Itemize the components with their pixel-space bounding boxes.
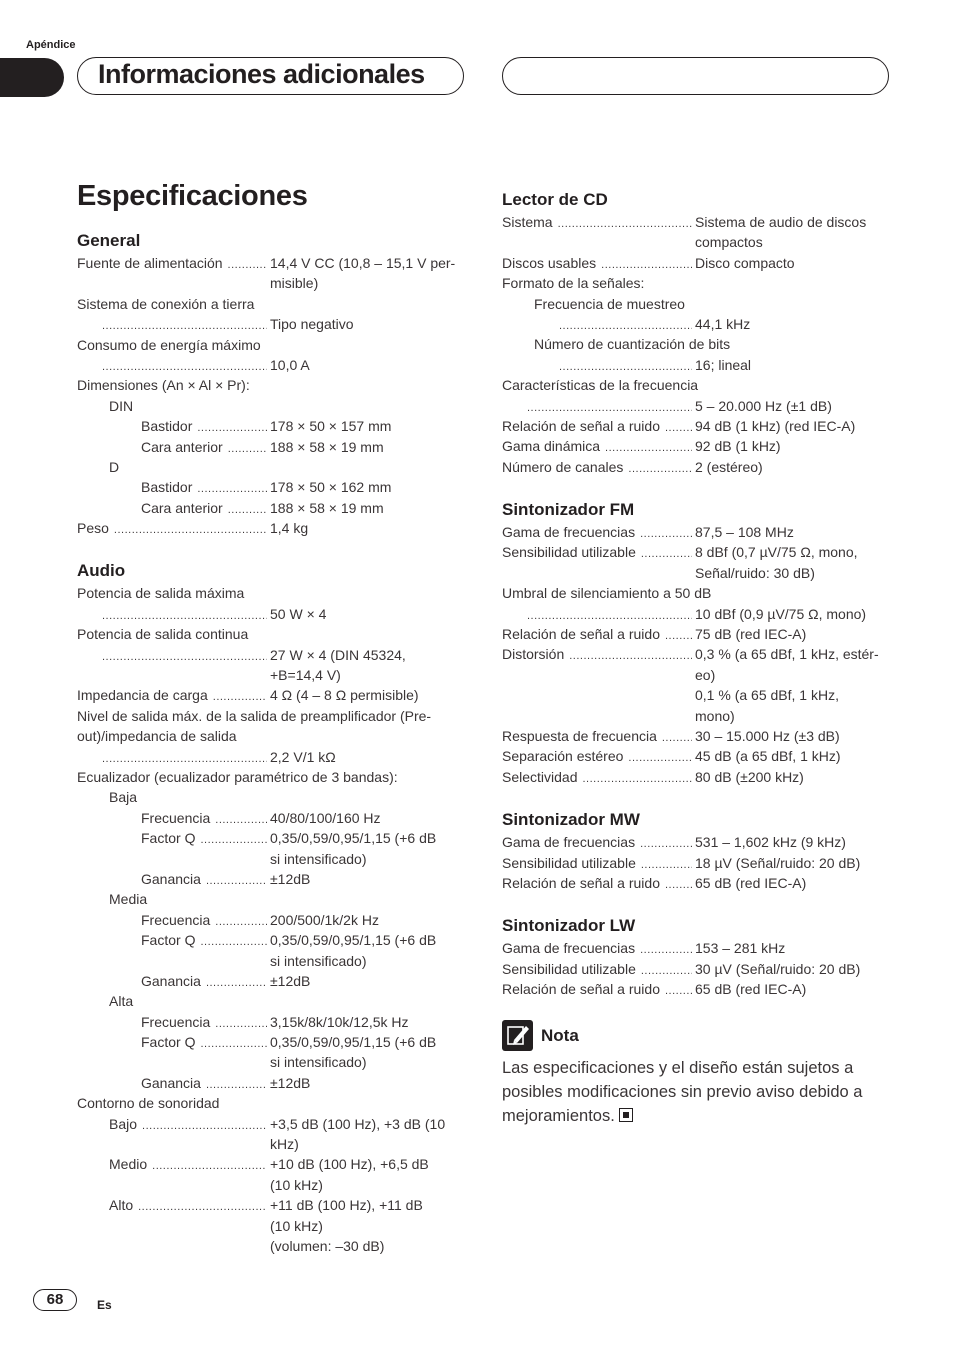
spec-row: [77, 518, 472, 538]
spec-row: [502, 832, 897, 852]
spec-value: +B=14,4 V): [270, 667, 341, 684]
spec-label: Baja: [109, 787, 140, 807]
spec-row: [77, 971, 472, 991]
leader-dots: [665, 416, 692, 438]
header-blank-frame: [502, 57, 889, 95]
spec-label: Frecuencia: [141, 808, 213, 828]
spec-row: [502, 522, 897, 542]
spec-value: (10 kHz): [270, 1217, 323, 1234]
spec-value: 188 × 58 × 19 mm: [270, 499, 384, 516]
section-label: Apéndice: [26, 39, 76, 51]
spec-row: [77, 951, 472, 971]
leader-dots: [228, 437, 267, 459]
spec-label: DIN: [109, 396, 136, 416]
spec-value: 178 × 50 × 157 mm: [270, 418, 392, 435]
spec-row: [502, 436, 897, 456]
spec-label: Contorno de sonoridad: [77, 1093, 222, 1113]
spec-label: Sensibilidad utilizable: [502, 853, 639, 873]
leader-dots: [114, 518, 267, 540]
spec-value: (10 kHz): [270, 1176, 323, 1193]
spec-value: 10,0 A: [270, 356, 310, 373]
spec-row: [77, 375, 472, 395]
spec-value: si intensificado): [270, 850, 367, 867]
section-gap: [502, 787, 897, 808]
spec-value: 44,1 kHz: [695, 315, 751, 332]
leader-dots: [641, 959, 692, 981]
spec-row: [77, 437, 472, 457]
spec-row: [77, 273, 472, 293]
spec-row: [77, 253, 472, 273]
spec-label: Ganancia: [141, 869, 204, 889]
leader-dots: [583, 767, 693, 789]
spec-value: kHz): [270, 1136, 299, 1153]
spec-label: Bastidor: [141, 416, 195, 436]
spec-row: [502, 416, 897, 436]
leader-dots: [102, 747, 267, 769]
spec-value: Sistema de audio de discos: [695, 214, 867, 230]
leader-dots: [213, 685, 267, 707]
spec-row: [77, 910, 472, 930]
spec-row: [77, 335, 472, 355]
leader-dots: [206, 971, 267, 993]
leader-dots: [102, 645, 267, 667]
note-body: Las especificaciones y el diseño están sujetos a posibles modificaciones sin previo aviso debido a mejoramientos.: [502, 1058, 863, 1125]
leader-dots: [206, 869, 267, 891]
spec-row: [502, 212, 897, 232]
spec-row: [502, 355, 897, 375]
spec-label: Formato de la señales:: [502, 273, 647, 293]
leader-dots: [628, 457, 692, 479]
leader-dots: [665, 873, 692, 895]
spec-row: [77, 624, 472, 644]
leader-dots: [527, 604, 692, 626]
spec-label: Peso: [77, 518, 112, 538]
spec-value: 178 × 50 × 162 mm: [270, 479, 392, 496]
leader-dots: [102, 314, 267, 336]
spec-row: [77, 767, 472, 787]
spec-row: [77, 787, 472, 807]
spec-label: Umbral de silenciamiento a 50 dB: [502, 583, 714, 603]
spec-value: 2,2 V/1 kΩ: [270, 748, 336, 765]
spec-row: [77, 685, 472, 705]
spec-label: Bastidor: [141, 477, 195, 497]
spec-row: [77, 665, 472, 685]
spec-label: Gama de frecuencias: [502, 522, 638, 542]
spec-value: 10 dBf (0,9 µV/75 Ω, mono): [695, 605, 867, 622]
section-gap: [502, 477, 897, 498]
spec-value: (volumen: –30 dB): [270, 1237, 385, 1254]
spec-value: 1,4 kg: [270, 520, 309, 537]
spec-label: Sensibilidad utilizable: [502, 959, 639, 979]
spec-row: [502, 563, 897, 583]
leader-dots: [197, 477, 267, 499]
spec-label: Impedancia de carga: [77, 685, 211, 705]
note-text: [502, 1056, 897, 1128]
spec-value: 94 dB (1 kHz) (red IEC-A): [695, 417, 856, 434]
spec-value: 4 Ω (4 – 8 Ω permisible): [270, 687, 419, 704]
leader-dots: [559, 314, 692, 336]
spec-label: Ganancia: [141, 1073, 204, 1093]
spec-row: [502, 959, 897, 979]
spec-value: 2 (estéreo): [695, 458, 763, 475]
right-column: [502, 188, 897, 1128]
leader-dots: [200, 1032, 267, 1054]
spec-value: ±12dB: [270, 972, 311, 989]
spec-value: 5 – 20.000 Hz (±1 dB): [695, 397, 832, 414]
spec-row: [77, 930, 472, 950]
leader-dots: [215, 808, 267, 830]
spec-value: Disco compacto: [695, 254, 795, 271]
spec-label: Características de la frecuencia: [502, 375, 701, 395]
spec-value: 0,35/0,59/0,95/1,15 (+6 dB: [270, 932, 437, 949]
spec-row: [77, 828, 472, 848]
end-mark-icon: [619, 1108, 633, 1122]
spec-section-heading: Sintonizador FM: [502, 500, 635, 520]
spec-label: Selectividad: [502, 767, 581, 787]
leader-dots: [569, 644, 692, 666]
spec-value: 30 – 15.000 Hz (±3 dB): [695, 727, 840, 744]
spec-value: 87,5 – 108 MHz: [695, 524, 794, 541]
spec-row: [77, 416, 472, 436]
spec-label: Número de canales: [502, 457, 626, 477]
spec-row: [502, 726, 897, 746]
spec-value: ±12dB: [270, 870, 311, 887]
spec-row: [502, 853, 897, 873]
spec-value: 65 dB (red IEC-A): [695, 981, 807, 998]
spec-value: 92 dB (1 kHz): [695, 438, 781, 455]
spec-value: misible): [270, 275, 319, 292]
spec-row: [502, 314, 897, 334]
spec-value: ±12dB: [270, 1074, 311, 1091]
spec-label: Separación estéreo: [502, 746, 626, 766]
spec-row: [502, 706, 897, 726]
section-tab-marker: [0, 58, 64, 97]
spec-value: 0,35/0,59/0,95/1,15 (+6 dB: [270, 830, 437, 847]
spec-row: [77, 1195, 472, 1215]
pencil-note-icon: [502, 1020, 533, 1051]
spec-value: 30 µV (Señal/ruido: 20 dB): [695, 960, 861, 977]
left-column: [77, 229, 472, 1256]
spec-row: [77, 1154, 472, 1174]
spec-label: Gama dinámica: [502, 436, 603, 456]
spec-value: si intensificado): [270, 952, 367, 969]
spec-row: [77, 314, 472, 334]
spec-row: [502, 232, 897, 252]
spec-row: [502, 873, 897, 893]
spec-value: 16; lineal: [695, 356, 752, 373]
leader-dots: [640, 938, 692, 960]
leader-dots: [641, 542, 692, 564]
spec-row: [502, 624, 897, 644]
spec-row: [77, 1216, 472, 1236]
spec-value: mono): [695, 707, 735, 724]
note-label: Nota: [541, 1025, 579, 1045]
spec-value: 188 × 58 × 19 mm: [270, 438, 384, 455]
spec-value: 80 dB (±200 kHz): [695, 768, 804, 785]
spec-value: 0,1 % (a 65 dBf, 1 kHz,: [695, 687, 839, 704]
spec-label: Relación de señal a ruido: [502, 979, 663, 999]
spec-label: Potencia de salida máxima: [77, 583, 247, 603]
spec-value: compactos: [695, 234, 763, 251]
spec-label: Relación de señal a ruido: [502, 873, 663, 893]
leader-dots: [662, 726, 692, 748]
spec-row: [77, 294, 472, 314]
leader-dots: [559, 355, 692, 377]
spec-row: [77, 645, 472, 665]
spec-row: [77, 1134, 472, 1154]
section-gap: [77, 538, 472, 559]
page-title: Especificaciones: [77, 180, 308, 212]
spec-row: [502, 979, 897, 999]
spec-row: [502, 542, 897, 562]
spec-label: Ganancia: [141, 971, 204, 991]
section-gap: [502, 893, 897, 914]
spec-row: [502, 604, 897, 624]
spec-label: Cara anterior: [141, 437, 226, 457]
spec-label: Factor Q: [141, 1032, 198, 1052]
leader-dots: [215, 910, 267, 932]
spec-label: Frecuencia: [141, 1012, 213, 1032]
spec-row: [77, 1175, 472, 1195]
spec-section-heading: General: [77, 231, 141, 250]
leader-dots: [228, 253, 267, 275]
spec-label: Dimensiones (An × Al × Pr):: [77, 375, 253, 395]
spec-row: [77, 583, 472, 603]
spec-row: [502, 938, 897, 958]
spec-row: [77, 726, 472, 746]
spec-row: [502, 294, 897, 314]
spec-label: Gama de frecuencias: [502, 938, 638, 958]
leader-dots: [138, 1195, 267, 1217]
spec-value: 531 – 1,602 kHz (9 kHz): [695, 834, 846, 851]
leader-dots: [152, 1154, 267, 1176]
spec-label: Consumo de energía máximo: [77, 335, 264, 355]
spec-label: Alta: [109, 991, 136, 1011]
leader-dots: [200, 828, 267, 850]
spec-label: Discos usables: [502, 253, 599, 273]
spec-label: Cara anterior: [141, 498, 226, 518]
leader-dots: [605, 436, 692, 458]
header-title-frame: [77, 57, 464, 95]
spec-value: +11 dB (100 Hz), +11 dB: [270, 1197, 423, 1214]
spec-row: [502, 644, 897, 664]
spec-row: [502, 396, 897, 416]
spec-value: 27 W × 4 (DIN 45324,: [270, 646, 406, 663]
spec-value: eo): [695, 666, 716, 683]
language-code: Es: [97, 1298, 112, 1312]
spec-row: [77, 1032, 472, 1052]
spec-value: 0,35/0,59/0,95/1,15 (+6 dB: [270, 1034, 437, 1051]
spec-row: [77, 747, 472, 767]
spec-row: [77, 849, 472, 869]
spec-row: [502, 334, 897, 354]
spec-value: Señal/ruido: 30 dB): [695, 564, 815, 581]
spec-row: [77, 355, 472, 375]
spec-value: 153 – 281 kHz: [695, 940, 786, 957]
spec-row: [77, 498, 472, 518]
spec-row: [77, 808, 472, 828]
spec-label: Distorsión: [502, 644, 567, 664]
spec-section-heading: Lector de CD: [502, 190, 608, 209]
spec-row: [77, 991, 472, 1011]
spec-row: [502, 767, 897, 787]
spec-label: Sistema: [502, 212, 556, 232]
spec-row: [77, 1114, 472, 1134]
spec-row: [77, 477, 472, 497]
spec-label: Factor Q: [141, 828, 198, 848]
spec-row: [502, 253, 897, 273]
spec-label: Factor Q: [141, 930, 198, 950]
spec-value: si intensificado): [270, 1054, 367, 1071]
leader-dots: [641, 853, 692, 875]
spec-section-heading: Audio: [77, 561, 126, 581]
leader-dots: [558, 212, 692, 234]
leader-dots: [640, 832, 692, 854]
header-title: Informaciones adicionales: [98, 59, 425, 89]
spec-label: Relación de señal a ruido: [502, 624, 663, 644]
page-number: 68: [33, 1289, 77, 1311]
spec-value: +3,5 dB (100 Hz), +3 dB (10: [270, 1115, 446, 1132]
spec-label: Medio: [109, 1154, 150, 1174]
spec-label: Nivel de salida máx. de la salida de preamplificador (Pre-: [77, 706, 434, 726]
spec-section-heading: Sintonizador MW: [502, 810, 640, 830]
spec-label: out)/impedancia de salida: [77, 726, 240, 746]
spec-row: [77, 706, 472, 726]
spec-label: Bajo: [109, 1114, 140, 1134]
leader-dots: [665, 624, 692, 646]
spec-row: [77, 1093, 472, 1113]
leader-dots: [665, 979, 692, 1001]
spec-value: 3,15k/8k/10k/12,5k Hz: [270, 1013, 409, 1030]
spec-label: Media: [109, 889, 150, 909]
spec-value: +10 dB (100 Hz), +6,5 dB: [270, 1156, 429, 1173]
spec-label: Relación de señal a ruido: [502, 416, 663, 436]
leader-dots: [601, 253, 692, 275]
spec-value: 50 W × 4: [270, 605, 327, 622]
spec-row: [77, 869, 472, 889]
leader-dots: [102, 355, 267, 377]
spec-label: Sensibilidad utilizable: [502, 542, 639, 562]
spec-row: [77, 1012, 472, 1032]
spec-row: [502, 457, 897, 477]
spec-row: [502, 665, 897, 685]
spec-label: Alto: [109, 1195, 136, 1215]
spec-section-heading: Sintonizador LW: [502, 916, 636, 936]
spec-value: 0,3 % (a 65 dBf, 1 kHz, estér-: [695, 646, 879, 663]
spec-value: 45 dB (a 65 dBf, 1 kHz): [695, 748, 841, 765]
spec-row: [502, 375, 897, 395]
note-header: [502, 1018, 897, 1054]
spec-label: Número de cuantización de bits: [534, 334, 733, 354]
spec-row: [502, 746, 897, 766]
spec-label: Potencia de salida continua: [77, 624, 251, 644]
leader-dots: [640, 522, 692, 544]
spec-value: 40/80/100/160 Hz: [270, 809, 381, 826]
spec-label: Frecuencia: [141, 910, 213, 930]
spec-row: [77, 457, 472, 477]
spec-row: [502, 273, 897, 293]
leader-dots: [200, 930, 267, 952]
spec-value: 75 dB (red IEC-A): [695, 626, 807, 643]
leader-dots: [527, 396, 692, 418]
spec-row: [77, 396, 472, 416]
spec-row: [77, 1052, 472, 1072]
spec-value: 200/500/1k/2k Hz: [270, 911, 379, 928]
spec-row: [502, 685, 897, 705]
spec-value: 65 dB (red IEC-A): [695, 874, 807, 891]
leader-dots: [206, 1073, 267, 1095]
spec-value: 14,4 V CC (10,8 – 15,1 V per-: [270, 255, 456, 271]
spec-label: Frecuencia de muestreo: [534, 294, 688, 314]
spec-label: Sistema de conexión a tierra: [77, 294, 257, 314]
spec-row: [502, 583, 897, 603]
spec-value: 8 dBf (0,7 µV/75 Ω, mono,: [695, 544, 858, 561]
spec-label: D: [109, 457, 122, 477]
spec-row: [77, 1073, 472, 1093]
leader-dots: [102, 604, 267, 626]
leader-dots: [197, 416, 267, 438]
leader-dots: [228, 498, 267, 520]
leader-dots: [628, 746, 692, 768]
spec-row: [77, 889, 472, 909]
spec-value: Tipo negativo: [270, 316, 354, 333]
spec-label: Fuente de alimentación: [77, 253, 226, 273]
spec-label: Respuesta de frecuencia: [502, 726, 660, 746]
spec-row: [77, 604, 472, 624]
leader-dots: [215, 1012, 267, 1034]
leader-dots: [142, 1114, 267, 1136]
spec-label: Ecualizador (ecualizador paramétrico de 3 bandas):: [77, 767, 401, 787]
spec-value: 18 µV (Señal/ruido: 20 dB): [695, 854, 861, 871]
spec-row: [77, 1236, 472, 1256]
spec-label: Gama de frecuencias: [502, 832, 638, 852]
